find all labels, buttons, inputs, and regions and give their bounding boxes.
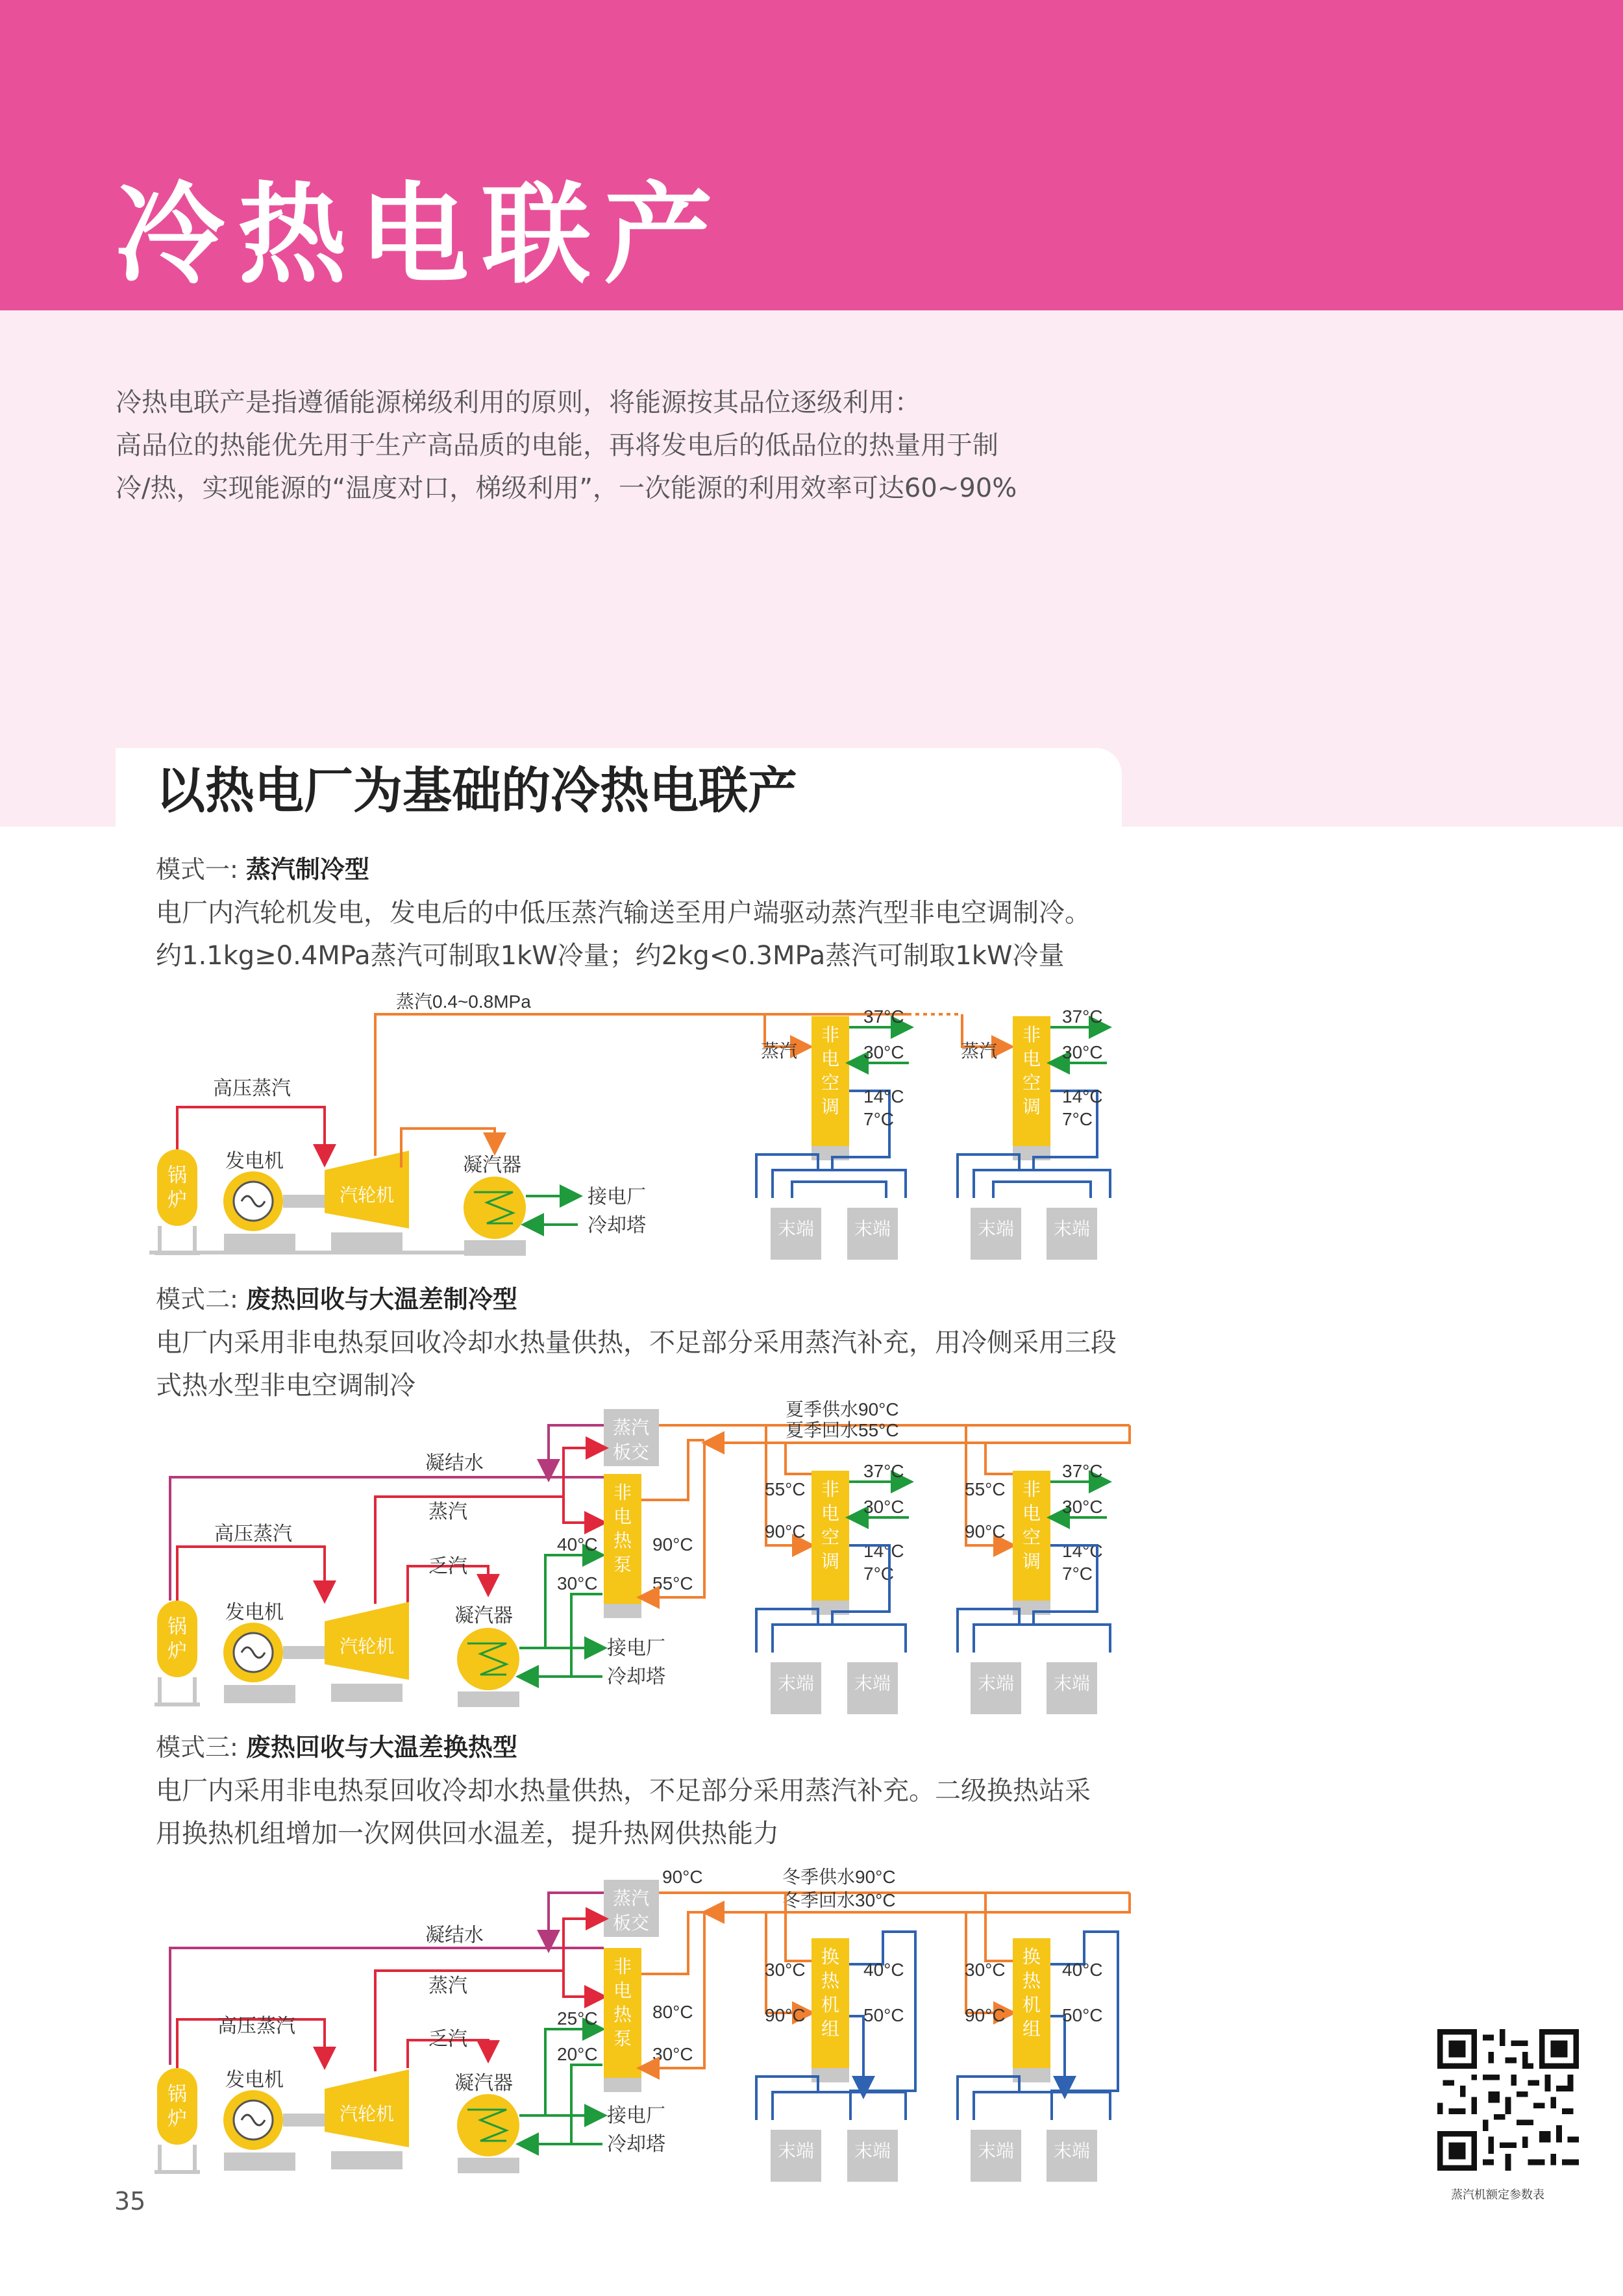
svg-text:非: 非 — [1022, 1479, 1041, 1499]
svg-text:炉: 炉 — [167, 2108, 187, 2130]
hp-steam-line — [177, 1547, 325, 1601]
steam-label: 蒸汽 — [428, 1501, 467, 1523]
shaft — [283, 1195, 325, 1208]
svg-text:14°C: 14°C — [863, 1086, 904, 1106]
generator — [223, 1623, 325, 1703]
svg-text:机: 机 — [1022, 1995, 1041, 2015]
svg-text:组: 组 — [821, 2019, 840, 2039]
svg-text:锅: 锅 — [167, 1616, 187, 1638]
svg-text:空: 空 — [821, 1073, 840, 1093]
hx-unit-2 — [958, 1893, 1118, 2182]
svg-text:非: 非 — [613, 1482, 632, 1503]
condensate-return — [549, 1425, 604, 1477]
generator — [223, 1171, 295, 1252]
svg-text:蒸汽: 蒸汽 — [612, 1417, 650, 1438]
generator-label: 发电机 — [225, 1602, 284, 1623]
svg-text:90°C: 90°C — [965, 1521, 1006, 1541]
svg-text:37°C: 37°C — [1062, 1006, 1103, 1027]
svg-text:90°C: 90°C — [765, 2005, 806, 2025]
svg-text:末端: 末端 — [1053, 2141, 1091, 2161]
svg-text:30°C: 30°C — [765, 1960, 806, 1980]
svg-text:25°C: 25°C — [557, 2008, 598, 2028]
condenser — [457, 2094, 519, 2173]
svg-text:热: 热 — [613, 2004, 632, 2025]
condensate-label: 凝结水 — [425, 1453, 484, 1474]
boiler-label-1: 锅 — [167, 1165, 187, 1186]
svg-text:调: 调 — [1022, 1551, 1041, 1571]
svg-text:泵: 泵 — [613, 2028, 632, 2049]
svg-text:末端: 末端 — [777, 1673, 815, 1693]
hp-steam-label: 高压蒸汽 — [213, 1078, 291, 1099]
svg-text:末端: 末端 — [854, 1219, 891, 1239]
svg-text:7°C: 7°C — [1062, 1564, 1093, 1584]
ac-unit-1 — [756, 1425, 909, 1714]
boiler — [155, 2068, 200, 2172]
exhaust-label: 乏汽 — [428, 1556, 467, 1577]
page-number: 35 — [114, 2187, 146, 2215]
condensate-return — [549, 1893, 604, 1948]
svg-text:电: 电 — [613, 1506, 632, 1527]
svg-text:电: 电 — [1022, 1049, 1041, 1069]
svg-text:30°C: 30°C — [863, 1497, 904, 1517]
condensate-label: 凝结水 — [425, 1925, 484, 1946]
svg-text:组: 组 — [1022, 2019, 1041, 2039]
svg-text:末端: 末端 — [977, 1219, 1015, 1239]
intro-line-2: 高品位的热能优先用于生产高品质的电能，再将发电后的低品位的热量用于制 — [116, 430, 998, 460]
svg-text:空: 空 — [1022, 1073, 1041, 1093]
svg-text:90°C: 90°C — [765, 1521, 806, 1541]
svg-text:换: 换 — [1022, 1947, 1041, 1967]
svg-text:14°C: 14°C — [863, 1541, 904, 1561]
svg-text:板交: 板交 — [612, 1442, 650, 1462]
mode-1-diagram — [0, 974, 1623, 1273]
steam-label: 蒸汽 — [428, 1975, 467, 1997]
mode-1-desc-1: 电厂内汽轮机发电，发电后的中低压蒸汽输送至用户端驱动蒸汽型非电空调制冷。 — [156, 898, 1091, 928]
steam-hx — [604, 1880, 659, 1937]
svg-text:末端: 末端 — [977, 1673, 1015, 1693]
svg-text:末端: 末端 — [1053, 1219, 1091, 1239]
svg-text:20°C: 20°C — [557, 2044, 598, 2064]
svg-text:37°C: 37°C — [1062, 1461, 1103, 1481]
svg-text:7°C: 7°C — [1062, 1109, 1093, 1129]
turbine-label: 汽轮机 — [339, 2104, 395, 2124]
svg-text:末端: 末端 — [777, 1219, 815, 1239]
svg-text:电: 电 — [613, 1980, 632, 2001]
winter-supply-label: 冬季供水90°C — [782, 1867, 896, 1887]
svg-text:板交: 板交 — [612, 1913, 650, 1933]
intro-line-3: 冷/热，实现能源的“温度对口，梯级利用”，一次能源的利用效率可达60~90% — [116, 473, 1017, 503]
mode-3-desc-2: 用换热机组增加一次网供回水温差，提升热网供热能力 — [156, 1819, 779, 1849]
svg-text:7°C: 7°C — [863, 1109, 894, 1129]
heat-pump — [604, 1948, 641, 2092]
summer-supply-label: 夏季供水90°C — [786, 1399, 899, 1419]
svg-text:调: 调 — [1022, 1097, 1041, 1117]
svg-text:50°C: 50°C — [1062, 2005, 1103, 2025]
ac-unit-2 — [908, 1006, 1110, 1260]
hp-cold-out — [571, 1594, 602, 1677]
steam-pressure-label: 蒸汽0.4~0.8MPa — [396, 992, 531, 1012]
svg-text:末端: 末端 — [777, 2141, 815, 2161]
generator — [223, 2090, 325, 2171]
boiler — [155, 1601, 200, 1704]
hp-steam-label: 高压蒸汽 — [217, 2015, 295, 2037]
svg-text:非: 非 — [821, 1479, 840, 1499]
hp-hot-in — [545, 2029, 601, 2115]
hx-out-label: 90°C — [662, 1867, 703, 1887]
hx-unit-1 — [756, 1893, 915, 2182]
condenser — [457, 1628, 519, 1707]
to-plant-label: 接电厂 — [607, 1638, 665, 1659]
boiler-label-2: 炉 — [167, 1190, 187, 1211]
svg-text:热: 热 — [613, 1530, 632, 1551]
to-plant-label: 接电厂 — [588, 1186, 646, 1208]
steam-to-hp — [564, 1497, 602, 1523]
mode-2-diagram — [0, 1396, 1623, 1714]
svg-text:55°C: 55°C — [965, 1479, 1006, 1499]
qr-caption: 蒸汽机额定参数表 — [1451, 2188, 1544, 2202]
condensate-line — [170, 1948, 604, 2065]
return-line — [706, 1893, 1130, 1912]
svg-text:蒸汽: 蒸汽 — [612, 1888, 650, 1908]
cooling-tower-label: 冷却塔 — [607, 2134, 665, 2155]
svg-text:蒸汽: 蒸汽 — [761, 1041, 798, 1061]
cooling-tower-label: 冷却塔 — [588, 1215, 646, 1236]
svg-text:30°C: 30°C — [652, 2044, 693, 2064]
intro-line-1: 冷热电联产是指遵循能源梯级利用的原则，将能源按其品位逐级利用： — [116, 388, 921, 418]
svg-text:37°C: 37°C — [863, 1461, 904, 1481]
boiler — [155, 1149, 200, 1253]
mode-1-title: 模式一: 蒸汽制冷型 — [156, 855, 369, 884]
svg-text:末端: 末端 — [854, 2141, 891, 2161]
svg-text:30°C: 30°C — [863, 1042, 904, 1062]
svg-text:37°C: 37°C — [863, 1006, 904, 1027]
svg-text:调: 调 — [821, 1097, 840, 1117]
winter-return-label: 冬季回水30°C — [782, 1890, 896, 1910]
svg-text:空: 空 — [821, 1527, 840, 1547]
condenser-label: 凝汽器 — [463, 1154, 521, 1176]
svg-text:55°C: 55°C — [652, 1573, 693, 1593]
svg-text:14°C: 14°C — [1062, 1086, 1103, 1106]
mode-3-title: 模式三: 废热回收与大温差换热型 — [156, 1733, 517, 1762]
svg-text:锅: 锅 — [167, 2084, 187, 2105]
svg-text:30°C: 30°C — [1062, 1042, 1103, 1062]
svg-text:90°C: 90°C — [652, 1534, 693, 1554]
ac-unit-1 — [756, 1006, 909, 1260]
summer-return-label: 夏季回水55°C — [786, 1420, 899, 1440]
svg-text:末端: 末端 — [854, 1673, 891, 1693]
svg-text:热: 热 — [1022, 1971, 1041, 1991]
hp-cold-out — [571, 2065, 602, 2144]
generator-label: 发电机 — [225, 1151, 284, 1172]
condenser-label: 凝汽器 — [454, 1605, 513, 1627]
to-plant-label: 接电厂 — [607, 2105, 665, 2127]
svg-text:7°C: 7°C — [863, 1564, 894, 1584]
svg-text:电: 电 — [1022, 1503, 1041, 1523]
svg-text:热: 热 — [821, 1971, 840, 1991]
svg-text:蒸汽: 蒸汽 — [961, 1041, 998, 1061]
mode-2-desc-1: 电厂内采用非电热泵回收冷却水热量供热，不足部分采用蒸汽补充，用冷侧采用三段 — [156, 1328, 1117, 1358]
svg-text:非: 非 — [821, 1025, 840, 1045]
hp-hot-in — [545, 1555, 601, 1648]
svg-text:炉: 炉 — [167, 1641, 187, 1662]
turbine-label: 汽轮机 — [339, 1185, 395, 1205]
cooling-tower-label: 冷却塔 — [607, 1666, 665, 1688]
svg-text:50°C: 50°C — [863, 2005, 904, 2025]
svg-text:泵: 泵 — [613, 1554, 632, 1575]
svg-text:非: 非 — [1022, 1025, 1041, 1045]
qr-code[interactable] — [1437, 2029, 1579, 2171]
section-heading: 以热电厂为基础的冷热电联产 — [156, 762, 797, 819]
generator-label: 发电机 — [225, 2069, 284, 2091]
mode-3-desc-1: 电厂内采用非电热泵回收冷却水热量供热，不足部分采用蒸汽补充。二级换热站采 — [156, 1776, 1091, 1806]
svg-text:30°C: 30°C — [965, 1960, 1006, 1980]
svg-text:换: 换 — [821, 1947, 840, 1967]
floor-bases — [149, 1251, 474, 1254]
svg-text:90°C: 90°C — [965, 2005, 1006, 2025]
svg-text:电: 电 — [821, 1503, 840, 1523]
steam-hx — [604, 1409, 659, 1466]
heat-pump — [604, 1474, 641, 1618]
page-title: 冷热电联产 — [116, 171, 726, 299]
condenser — [464, 1177, 526, 1256]
svg-text:40°C: 40°C — [1062, 1960, 1103, 1980]
mode-1-desc-2: 约1.1kg≥0.4MPa蒸汽可制取1kW冷量；约2kg<0.3MPa蒸汽可制取1kW冷量 — [156, 941, 1065, 971]
steam-to-hp — [564, 1971, 602, 1997]
mode-2-title: 模式二: 废热回收与大温差制冷型 — [156, 1285, 517, 1314]
svg-text:14°C: 14°C — [1062, 1541, 1103, 1561]
turbine-label: 汽轮机 — [339, 1636, 395, 1656]
mode-2-desc-2: 式热水型非电空调制冷 — [156, 1371, 415, 1401]
ac-unit-2 — [958, 1425, 1110, 1714]
exhaust-label: 乏汽 — [428, 2028, 467, 2050]
svg-text:调: 调 — [821, 1551, 840, 1571]
svg-text:空: 空 — [1022, 1527, 1041, 1547]
svg-text:机: 机 — [821, 1995, 840, 2015]
condenser-label: 凝汽器 — [454, 2073, 513, 2094]
svg-text:末端: 末端 — [1053, 1673, 1091, 1693]
hp-steam-label: 高压蒸汽 — [214, 1523, 292, 1545]
svg-text:末端: 末端 — [977, 2141, 1015, 2161]
svg-text:40°C: 40°C — [557, 1534, 598, 1554]
svg-text:30°C: 30°C — [1062, 1497, 1103, 1517]
svg-text:40°C: 40°C — [863, 1960, 904, 1980]
return-line — [706, 1425, 1130, 1443]
svg-text:30°C: 30°C — [557, 1573, 598, 1593]
mode-3-diagram — [0, 1857, 1623, 2182]
svg-text:55°C: 55°C — [765, 1479, 806, 1499]
svg-text:非: 非 — [613, 1956, 632, 1977]
svg-text:80°C: 80°C — [652, 2002, 693, 2022]
svg-text:电: 电 — [821, 1049, 840, 1069]
